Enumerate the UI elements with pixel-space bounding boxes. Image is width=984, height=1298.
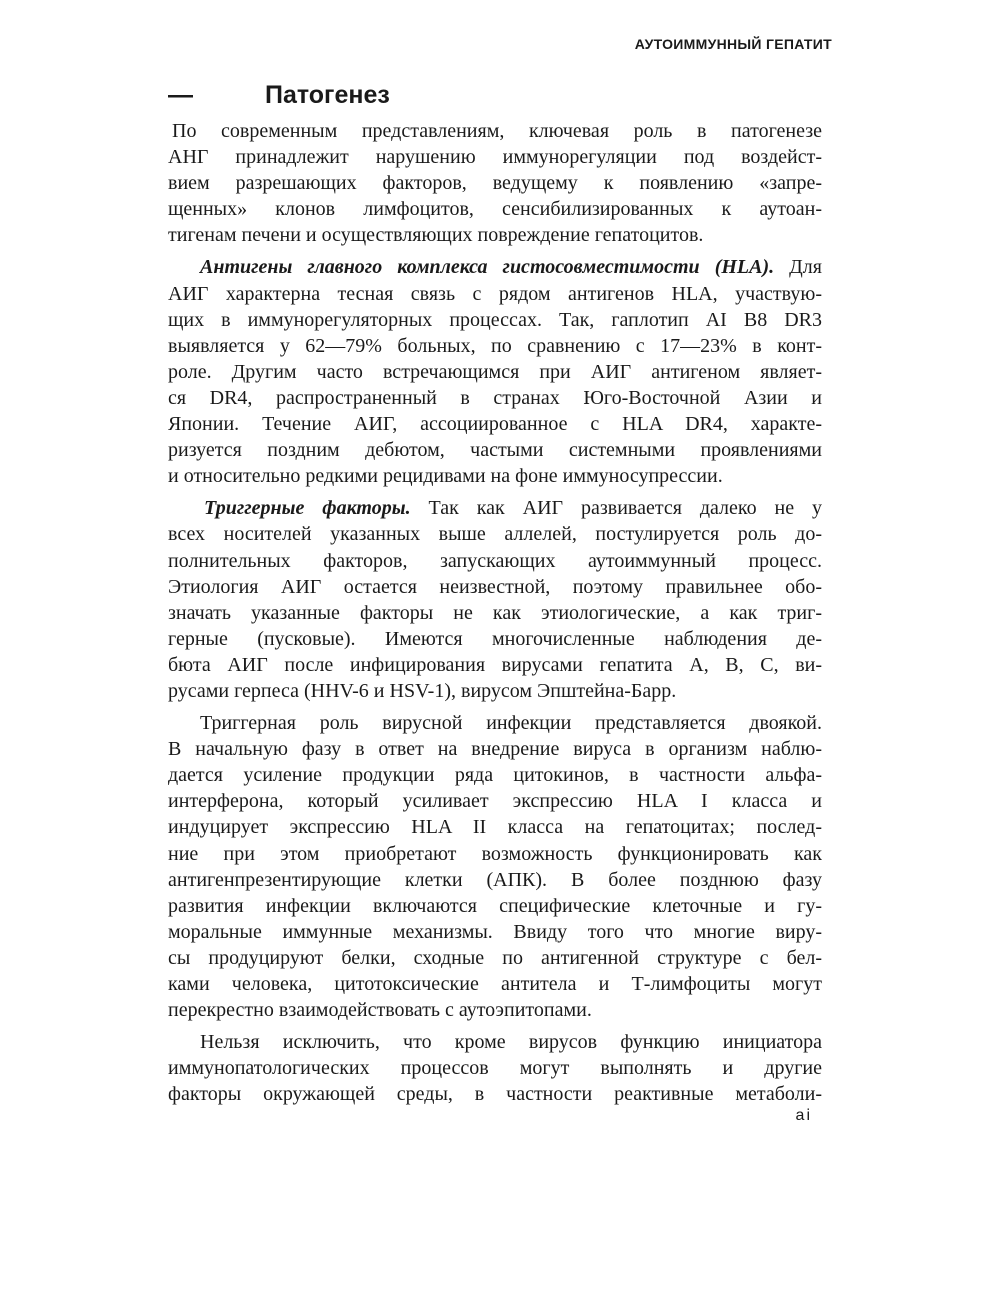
text-line: В начальную фазу в ответ на внедрение вируса в организм наблю- [168, 738, 822, 761]
text-line: бюта АИГ после инфицирования вирусами гепатита А, В, С, ви- [168, 653, 822, 676]
text-line: дается усиление продукции ряда цитокинов, в частности альфа- [168, 764, 822, 787]
paragraph [168, 118, 822, 248]
text-line: значать указанные факторы не как этиологические, а как триг- [168, 601, 822, 624]
text-line: и относительно редкими рецидивами на фоне иммуносупрессии. [168, 465, 723, 488]
text-line: развития инфекции включаются специфические клеточные и гу- [168, 894, 822, 917]
text-line: иммунопатологических процессов могут выполнять и другие [168, 1057, 822, 1080]
paragraph [168, 254, 822, 489]
paragraph [168, 1029, 822, 1107]
text-line: русами герпеса (HHV-6 и HSV-1), вирусом Эпштейна-Барр. [168, 679, 677, 702]
text-line: Японии. Течение АИГ, ассоциированное с HLA DR4, характе- [168, 413, 822, 436]
section-title: Патогенез [265, 81, 390, 109]
text-line: тигенам печени и осуществляющих повреждение гепатоцитов. [168, 224, 704, 247]
text-line: полнительных факторов, запускающих аутоиммунный процесс. [168, 549, 822, 572]
text-line: ризуется поздним дебютом, частыми системными проявлениями [168, 439, 822, 462]
text-line: герные (пусковые). Имеются многочисленные наблюдения де- [168, 627, 822, 650]
text-line: роле. Другим часто встречающимся при АИГ антигеном являет- [168, 360, 822, 383]
page-number: ai [795, 1107, 812, 1124]
text-line: АИГ характерна тесная связь с рядом антигенов HLA, участвую- [168, 282, 822, 305]
text-line: антигенпрезентирующие клетки (АПК). В более позднюю фазу [168, 868, 822, 891]
text-line [168, 254, 822, 280]
text-line: ся DR4, распространенный в странах Юго-Восточной Азии и [168, 386, 822, 409]
text-line: ками человека, цитотоксические антитела и Т-лимфоциты могут [168, 973, 822, 995]
text-line: По современным представлениям, ключевая роль в патогенезе [172, 120, 822, 142]
paragraph [168, 495, 822, 704]
text-line: сы продуцируют белки, сходные по антигенной структуре с бел- [168, 946, 822, 969]
text-line: вием разрешающих факторов, ведущему к появлению «запре- [168, 172, 822, 195]
paragraph-term: Триггерные факторы. [204, 497, 411, 520]
text-line: всех носителей указанных выше аллелей, постулируется роль до- [168, 523, 822, 546]
paragraph [168, 710, 822, 1023]
text-line [168, 495, 822, 521]
text-line: АНГ принадлежит нарушению иммунорегуляции под воздейст- [168, 146, 822, 169]
heading-dash: — [168, 81, 193, 109]
text-line: Нельзя исключить, что кроме вирусов функцию инициатора [200, 1031, 822, 1054]
text-line: перекрестно взаимодействовать с аутоэпитопами. [168, 999, 592, 1022]
text-line: выявляется у 62—79% больных, по сравнению с 17—23% в конт- [168, 334, 822, 357]
text-line: индуцирует экспрессию HLA II класса на гепатоцитах; послед- [168, 816, 822, 839]
paragraph-term: Антигены главного комплекса гистосовместимости (HLA). [200, 256, 775, 279]
text-line: Этиология АИГ остается неизвестной, поэтому правильнее обо- [168, 575, 822, 598]
section-heading [168, 78, 828, 112]
text-line: моральные иммунные механизмы. Ввиду того что многие виру- [168, 920, 822, 943]
text-line: Триггерная роль вирусной инфекции представляется двоякой. [200, 712, 822, 735]
text-line: щенных» клонов лимфоцитов, сенсибилизированных к аутоан- [168, 198, 822, 221]
text-line-rest: Так как АИГ развивается далеко не у [410, 497, 822, 520]
body-text [168, 118, 822, 1113]
text-line-rest: Для [774, 256, 822, 279]
text-line: щих в иммунорегуляторных процессах. Так, гаплотип AI B8 DR3 [168, 308, 822, 331]
text-line: факторы окружающей среды, в частности реактивные метаболи- [168, 1083, 822, 1106]
text-line: ние при этом приобретают возможность функционировать как [168, 842, 822, 865]
text-line: интерферона, который усиливает экспрессию HLA I класса и [168, 790, 822, 813]
running-head: АУТОИММУННЫЙ ГЕПАТИТ [634, 36, 832, 52]
